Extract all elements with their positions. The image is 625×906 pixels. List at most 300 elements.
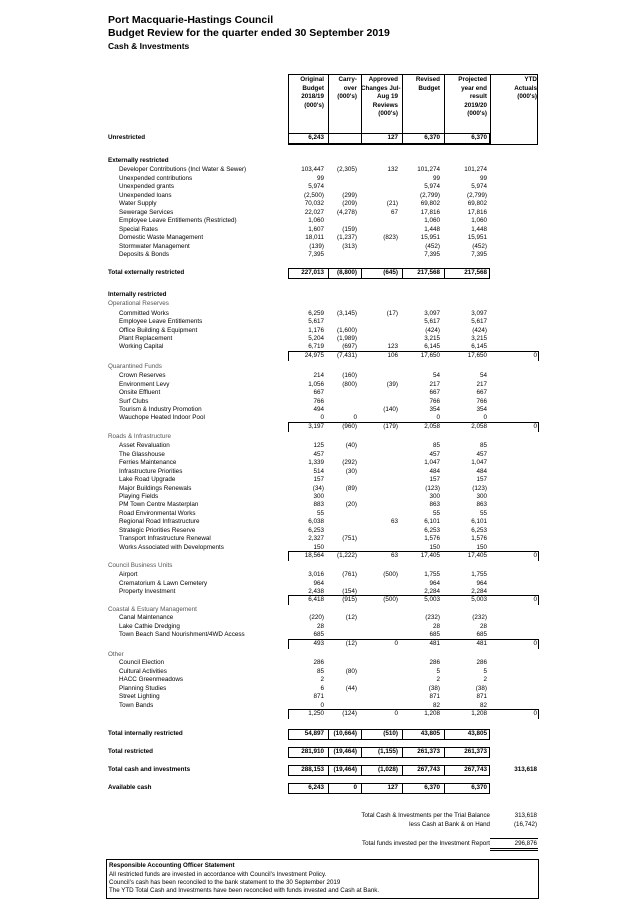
total-box-divider	[361, 783, 362, 793]
cell-value: 514	[313, 468, 324, 475]
cell-value: 261,373	[417, 748, 440, 755]
cell-value: 85	[479, 442, 487, 449]
cell-value: 6,101	[471, 518, 487, 525]
cell-value: (299)	[342, 192, 357, 199]
total-box-divider	[328, 133, 329, 143]
cell-value: 54	[432, 372, 440, 379]
total-box-divider	[361, 747, 362, 757]
total-box-divider	[444, 783, 445, 793]
column-header: YTD Actuals (000's)	[514, 76, 537, 101]
cell-value: 1,060	[471, 217, 487, 224]
cell-value: 1,755	[424, 571, 440, 578]
cell-value: 150	[313, 544, 324, 551]
cell-value: 1,339	[308, 459, 324, 466]
row-label: Total restricted	[108, 748, 154, 755]
cell-value: (2,799)	[420, 192, 440, 199]
cell-value: (19,464)	[333, 766, 357, 773]
cell-value: 5	[436, 668, 440, 675]
cell-value: (44)	[345, 685, 357, 692]
cell-value: 85	[316, 668, 324, 675]
total-box-divider	[328, 729, 329, 739]
cell-value: (21)	[386, 200, 398, 207]
cell-value: 1,047	[471, 459, 487, 466]
cell-value: 2	[483, 676, 487, 683]
cell-value: 2,438	[308, 588, 324, 595]
cell-value: (12)	[345, 640, 357, 647]
cell-value: (140)	[383, 406, 398, 413]
cell-value: (80)	[345, 668, 357, 675]
cell-value: 157	[313, 476, 324, 483]
cell-value: (17)	[386, 310, 398, 317]
cell-value: 313,618	[514, 766, 537, 773]
cell-value: 217,568	[464, 269, 487, 276]
cell-value: (424)	[472, 327, 487, 334]
statement-line: All restricted funds are invested in accordance with Council's Investment Policy.	[109, 871, 327, 878]
row-label: Total externally restricted	[108, 269, 185, 276]
cell-value: 6	[320, 685, 324, 692]
row-label: Operational Reserves	[108, 300, 169, 307]
row-label: Developer Contributions (Incl Water & Sewer)	[119, 166, 247, 173]
cell-value: (154)	[342, 588, 357, 595]
row-label: Office Building & Equipment	[119, 327, 198, 334]
cell-value: 127	[387, 134, 398, 141]
cell-value: 2,327	[308, 535, 324, 542]
row-label: Unrestricted	[108, 134, 146, 141]
statement-line: Council's cash has been reconciled to the bank statement to the 30 September 2019	[109, 879, 341, 886]
cell-value: 28	[432, 623, 440, 630]
row-label: Sewerage Services	[119, 209, 174, 216]
cell-value: (1,222)	[337, 552, 357, 559]
cell-value: (220)	[309, 614, 324, 621]
cell-value: 5,003	[424, 596, 440, 603]
cell-value: 871	[429, 693, 440, 700]
total-box	[288, 268, 490, 279]
cell-value: (1,028)	[378, 766, 398, 773]
cell-value: 7,395	[424, 251, 440, 258]
recon-funds-invested-value: 296,876	[514, 840, 537, 847]
total-box-divider	[361, 133, 362, 143]
cell-value: 288,153	[301, 766, 324, 773]
total-box-divider	[444, 747, 445, 757]
row-label: Council Business Units	[108, 562, 173, 569]
total-box	[288, 639, 539, 649]
total-box-divider	[444, 765, 445, 775]
cell-value: 3,215	[424, 335, 440, 342]
row-label: Special Rates	[119, 226, 158, 233]
row-label: Playing Fields	[119, 493, 159, 500]
row-label: Unexpended contributions	[119, 175, 193, 182]
cell-value: 2	[320, 676, 324, 683]
row-employee-leave-entitlements	[0, 318, 625, 327]
cell-value: 157	[429, 476, 440, 483]
row-label: Stormwater Management	[119, 243, 190, 250]
cell-value: 15,951	[467, 234, 487, 241]
total-box-divider	[402, 783, 403, 793]
cell-value: 63	[390, 552, 398, 559]
cell-value: 6,259	[308, 310, 324, 317]
cell-value: 6,253	[471, 527, 487, 534]
cell-value: 0	[483, 414, 487, 421]
cell-value: (313)	[342, 243, 357, 250]
row-label: Environment Levy	[119, 381, 170, 388]
row-label: Wauchope Heated Indoor Pool	[119, 414, 205, 421]
cell-value: 125	[313, 442, 324, 449]
cell-value: 685	[313, 631, 324, 638]
row-council-business-units	[0, 562, 625, 571]
cell-value: 54	[479, 372, 487, 379]
cell-value: 766	[429, 398, 440, 405]
cell-value: 69,802	[467, 200, 487, 207]
cell-value: (823)	[383, 234, 398, 241]
row-crown-reserves	[0, 372, 625, 381]
cell-value: 28	[316, 623, 324, 630]
cell-value: (139)	[309, 243, 324, 250]
cell-value: 964	[476, 580, 487, 587]
cell-value: (800)	[342, 381, 357, 388]
row-label: Asset Revaluation	[119, 442, 170, 449]
cell-value: 0	[394, 640, 398, 647]
row-label: Tourism & Industry Promotion	[119, 406, 202, 413]
cell-value: (232)	[425, 614, 440, 621]
cell-value: 0	[353, 414, 357, 421]
cell-value: 766	[476, 398, 487, 405]
row-label: Canal Maintenance	[119, 614, 174, 621]
cell-value: 150	[429, 544, 440, 551]
cell-value: 69,802	[420, 200, 440, 207]
row-unexpended-grants	[0, 183, 625, 192]
total-box-divider	[328, 783, 329, 793]
cell-value: (34)	[312, 485, 324, 492]
recon-double-rule-bottom	[490, 850, 538, 851]
cell-value: 6,101	[424, 518, 440, 525]
row-label: Major Buildings Renewals	[119, 485, 192, 492]
cell-value: 300	[476, 493, 487, 500]
cell-value: 55	[432, 510, 440, 517]
cell-value: 24,975	[304, 352, 324, 359]
cell-value: 217	[429, 381, 440, 388]
cell-value: (123)	[472, 485, 487, 492]
total-box-divider	[402, 729, 403, 739]
cell-value: 354	[476, 406, 487, 413]
cell-value: (510)	[383, 730, 398, 737]
council-name: Port Macquarie-Hastings Council	[108, 14, 274, 26]
row-label: Regional Road Infrastructure	[119, 518, 200, 525]
statement-line: The YTD Total Cash and Investments have been reconciled with funds invested and Cash at Bank.	[109, 887, 380, 894]
cell-value: 6,370	[471, 784, 487, 791]
row-regional-road-infrastructure	[0, 518, 625, 527]
row-label: Onsite Effluent	[119, 389, 161, 396]
cell-value: 964	[429, 580, 440, 587]
row-label: Unexpended grants	[119, 183, 174, 190]
recon-funds-invested-label: Total funds invested per the Investment Report	[362, 840, 490, 847]
row-label: Quarantined Funds	[108, 363, 162, 370]
cell-value: 6,418	[308, 596, 324, 603]
row-label: Internally restricted	[108, 291, 167, 298]
row-onsite-effluent	[0, 389, 625, 398]
row-employee-leave-entitlements-restricted	[0, 217, 625, 226]
cell-value: (20)	[345, 501, 357, 508]
cell-value: (7,431)	[337, 352, 357, 359]
cell-value: 1,576	[424, 535, 440, 542]
total-box-divider	[361, 729, 362, 739]
total-box	[288, 422, 539, 432]
cell-value: 6,253	[308, 527, 324, 534]
total-box	[288, 747, 490, 758]
recon-double-rule-top	[490, 848, 538, 849]
cell-value: (38)	[428, 685, 440, 692]
cell-value: 6,719	[308, 343, 324, 350]
total-box	[288, 709, 539, 719]
row-label: PM Town Centre Masterplan	[119, 501, 199, 508]
cell-value: 493	[313, 640, 324, 647]
cell-value: (19,464)	[333, 748, 357, 755]
row-asset-revaluation	[0, 442, 625, 451]
cell-value: 54,897	[304, 730, 324, 737]
row-ferries-maintenance	[0, 459, 625, 468]
cell-value: 354	[429, 406, 440, 413]
cell-value: 5,617	[308, 318, 324, 325]
cell-value: 0	[320, 414, 324, 421]
cell-value: (452)	[472, 243, 487, 250]
row-label: Council Election	[119, 659, 165, 666]
cell-value: 1,060	[424, 217, 440, 224]
cell-value: 1,056	[308, 381, 324, 388]
total-box	[288, 351, 539, 361]
row-label: The Glasshouse	[119, 451, 165, 458]
cell-value: 157	[476, 476, 487, 483]
cell-value: (500)	[383, 596, 398, 603]
cell-value: 22,027	[304, 209, 324, 216]
cell-value: 286	[476, 659, 487, 666]
cell-value: 1,060	[308, 217, 324, 224]
cell-value: 227,013	[301, 269, 324, 276]
cell-value: 6,145	[424, 343, 440, 350]
cell-value: 18,564	[304, 552, 324, 559]
cell-value: 17,816	[467, 209, 487, 216]
cell-value: 5,617	[424, 318, 440, 325]
cell-value: (209)	[342, 200, 357, 207]
total-box-divider	[444, 729, 445, 739]
cell-value: (40)	[345, 442, 357, 449]
cell-value: 0	[394, 710, 398, 717]
cell-value: 2,058	[471, 423, 487, 430]
cell-value: 1,176	[308, 327, 324, 334]
cell-value: (8,800)	[337, 269, 357, 276]
row-deposits-and-bonds	[0, 251, 625, 260]
total-box-divider	[328, 747, 329, 757]
row-domestic-waste-management	[0, 234, 625, 243]
cell-value: 217	[476, 381, 487, 388]
cell-value: 132	[387, 166, 398, 173]
cell-value: (4,278)	[337, 209, 357, 216]
total-box-divider	[328, 765, 329, 775]
row-roads-and-infrastructure	[0, 433, 625, 442]
cell-value: (123)	[425, 485, 440, 492]
cell-value: 0	[436, 414, 440, 421]
cell-value: 1,208	[471, 710, 487, 717]
cell-value: 0	[533, 710, 537, 717]
cell-value: 101,274	[417, 166, 440, 173]
row-quarantined-funds	[0, 363, 625, 372]
cell-value: 300	[313, 493, 324, 500]
cell-value: (89)	[345, 485, 357, 492]
row-label: Town Beach Sand Nourishment/4WD Access	[119, 631, 245, 638]
total-box	[288, 133, 490, 144]
cell-value: 85	[432, 442, 440, 449]
cell-value: (3,145)	[337, 310, 357, 317]
cell-value: (1,989)	[337, 335, 357, 342]
row-label: Road Environmental Works	[119, 510, 196, 517]
column-header: Revised Budget	[415, 76, 440, 92]
total-box	[288, 729, 490, 740]
cell-value: 261,373	[464, 748, 487, 755]
total-box-divider	[402, 765, 403, 775]
cell-value: 281,910	[301, 748, 324, 755]
cell-value: 101,274	[464, 166, 487, 173]
cell-value: 964	[313, 580, 324, 587]
cell-value: 17,650	[467, 352, 487, 359]
cell-value: 18,011	[305, 234, 324, 241]
cell-value: 2	[436, 676, 440, 683]
row-label: Other	[108, 651, 124, 658]
cell-value: 1,250	[308, 710, 324, 717]
cell-value: 494	[313, 406, 324, 413]
cell-value: 0	[533, 596, 537, 603]
cell-value: 7,395	[308, 251, 324, 258]
statement-heading: Responsible Accounting Officer Statement	[109, 862, 235, 869]
cell-value: (160)	[342, 372, 357, 379]
cell-value: 63	[390, 518, 398, 525]
cell-value: (452)	[425, 243, 440, 250]
cell-value: (159)	[342, 226, 357, 233]
cell-value: 0	[533, 352, 537, 359]
cell-value: 267,743	[464, 766, 487, 773]
cell-value: 99	[432, 175, 440, 182]
total-box-divider	[402, 268, 403, 278]
row-label: Lake Cathie Dredging	[119, 623, 180, 630]
officer-statement-box	[106, 859, 539, 899]
total-box-divider	[402, 747, 403, 757]
cell-value: (39)	[386, 381, 398, 388]
column-header: Approved Changes Jul- Aug 19 Reviews (000's)	[361, 76, 401, 118]
row-label: Transport Infrastructure Renewal	[119, 535, 211, 542]
recon-cash-at-bank-label: less Cash at Bank & on Hand	[409, 821, 490, 828]
row-label: Unexpended loans	[119, 192, 172, 199]
cell-value: 2,284	[424, 588, 440, 595]
cell-value: 103,447	[301, 166, 324, 173]
cell-value: 0	[533, 640, 537, 647]
cell-value: 300	[429, 493, 440, 500]
cell-value: 0	[353, 784, 357, 791]
cell-value: 685	[429, 631, 440, 638]
report-subtitle: Cash & Investments	[108, 41, 190, 51]
cell-value: 127	[387, 784, 398, 791]
cell-value: 2,284	[471, 588, 487, 595]
cell-value: 457	[476, 451, 487, 458]
cell-value: 5,617	[471, 318, 487, 325]
row-label: Working Capital	[119, 343, 164, 350]
row-label: HACC Greenmeadows	[119, 676, 184, 683]
cell-value: 1,047	[424, 459, 440, 466]
cell-value: 3,097	[471, 310, 487, 317]
header-top-rule	[288, 74, 537, 75]
cell-value: (751)	[342, 535, 357, 542]
cell-value: 123	[387, 343, 398, 350]
cell-value: 883	[313, 501, 324, 508]
cell-value: (645)	[383, 269, 398, 276]
total-box-divider	[444, 133, 445, 143]
cell-value: 82	[432, 702, 440, 709]
cell-value: 17,405	[420, 552, 440, 559]
cell-value: 0	[533, 552, 537, 559]
cell-value: 3,197	[308, 423, 324, 430]
cell-value: 17,816	[420, 209, 440, 216]
column-header: Projected year end result 2019/20 (000's)	[458, 76, 487, 118]
row-street-lighting	[0, 693, 625, 702]
cell-value: 667	[476, 389, 487, 396]
report-title: Budget Review for the quarter ended 30 September 2019	[108, 27, 390, 39]
cell-value: 6,253	[424, 527, 440, 534]
cell-value: 1,448	[424, 226, 440, 233]
cell-value: (1,237)	[337, 234, 357, 241]
row-label: Employee Leave Entitlements	[119, 318, 203, 325]
cell-value: 17,650	[420, 352, 440, 359]
row-label: Available cash	[108, 784, 152, 791]
row-label: Works Associated with Developments	[119, 544, 224, 551]
cell-value: 15,951	[420, 234, 440, 241]
cell-value: 5,974	[308, 183, 324, 190]
cell-value: 43,805	[467, 730, 487, 737]
cell-value: (2,799)	[467, 192, 487, 199]
cell-value: 6,038	[308, 518, 324, 525]
cell-value: (124)	[342, 710, 357, 717]
cell-value: (2,500)	[304, 192, 324, 199]
row-label: Externally restricted	[108, 157, 169, 164]
row-label: Total cash and investments	[108, 766, 191, 773]
cell-value: 2,058	[424, 423, 440, 430]
row-label: Strategic Priorities Reserve	[119, 527, 196, 534]
cell-value: 871	[313, 693, 324, 700]
row-lake-road-upgrade	[0, 476, 625, 485]
cell-value: 863	[429, 501, 440, 508]
cell-value: 1,448	[471, 226, 487, 233]
cell-value: 43,805	[420, 730, 440, 737]
cell-value: (960)	[342, 423, 357, 430]
cell-value: 3,097	[424, 310, 440, 317]
cell-value: 484	[476, 468, 487, 475]
row-label: Coastal & Estuary Management	[108, 606, 197, 613]
row-water-supply	[0, 200, 625, 209]
cell-value: 217,568	[417, 269, 440, 276]
cell-value: (697)	[342, 343, 357, 350]
cell-value: 685	[476, 631, 487, 638]
cell-value: (1,600)	[337, 327, 357, 334]
row-label: Crown Reserves	[119, 372, 166, 379]
recon-cash-at-bank-value: (16,742)	[513, 821, 537, 828]
cell-value: 106	[387, 352, 398, 359]
cell-value: (30)	[345, 468, 357, 475]
cell-value: (1,155)	[378, 748, 398, 755]
column-header: Original Budget 2018/19 (000's)	[300, 76, 324, 109]
cell-value: 5,003	[471, 596, 487, 603]
cell-value: 766	[313, 398, 324, 405]
cell-value: (915)	[342, 596, 357, 603]
total-box-divider	[361, 268, 362, 278]
row-hacc-greenmeadows	[0, 676, 625, 685]
cell-value: (761)	[342, 571, 357, 578]
cell-value: 99	[479, 175, 487, 182]
row-transport-infrastructure-renewal	[0, 535, 625, 544]
